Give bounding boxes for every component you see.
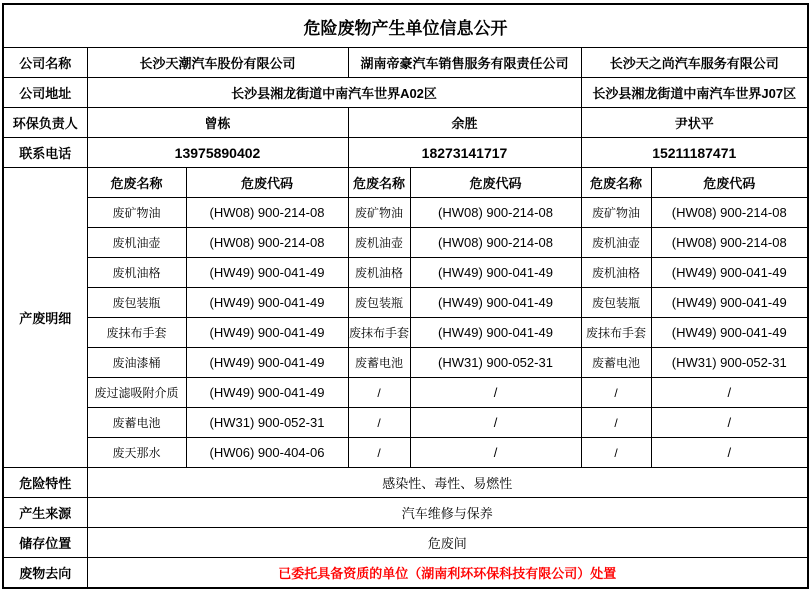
company-name: 湖南帝豪汽车销售服务有限责任公司 xyxy=(348,48,581,78)
row-label-phone: 联系电话 xyxy=(3,138,87,168)
waste-col-header: 危废名称 xyxy=(581,168,651,198)
waste-name: / xyxy=(348,378,410,408)
waste-code: (HW08) 900-214-08 xyxy=(410,228,581,258)
row-label-source: 产生来源 xyxy=(3,498,87,528)
waste-row xyxy=(3,288,808,318)
company-address: 长沙县湘龙街道中南汽车世界J07区 xyxy=(581,78,808,108)
waste-code: (HW08) 900-214-08 xyxy=(186,228,348,258)
waste-name: 废油漆桶 xyxy=(87,348,186,378)
waste-name: 废包装瓶 xyxy=(87,288,186,318)
waste-code: (HW06) 900-404-06 xyxy=(186,438,348,468)
row-label-env-officer: 环保负责人 xyxy=(3,108,87,138)
env-officer-row xyxy=(3,108,808,138)
waste-name: 废天那水 xyxy=(87,438,186,468)
waste-name: / xyxy=(348,408,410,438)
row-label-waste-details: 产废明细 xyxy=(3,168,87,468)
waste-code: (HW08) 900-214-08 xyxy=(186,198,348,228)
phone-row xyxy=(3,138,808,168)
destination-value: 已委托具备资质的单位（湖南利环环保科技有限公司）处置 xyxy=(87,558,808,589)
company-name-row xyxy=(3,48,808,78)
company-name: 长沙天之尚汽车服务有限公司 xyxy=(581,48,808,78)
waste-col-header: 危废代码 xyxy=(651,168,808,198)
waste-name: 废矿物油 xyxy=(348,198,410,228)
company-address-row xyxy=(3,78,808,108)
waste-code: (HW49) 900-041-49 xyxy=(186,348,348,378)
waste-name: 废机油格 xyxy=(87,258,186,288)
waste-row xyxy=(3,318,808,348)
waste-col-header: 危废名称 xyxy=(348,168,410,198)
waste-name: / xyxy=(581,378,651,408)
waste-code: (HW31) 900-052-31 xyxy=(410,348,581,378)
waste-code: (HW49) 900-041-49 xyxy=(186,288,348,318)
waste-name: 废蓄电池 xyxy=(348,348,410,378)
waste-name: 废过滤吸附介质 xyxy=(87,378,186,408)
waste-code: (HW49) 900-041-49 xyxy=(410,318,581,348)
waste-name: 废矿物油 xyxy=(581,198,651,228)
waste-name: 废包装瓶 xyxy=(348,288,410,318)
waste-name: / xyxy=(581,408,651,438)
waste-col-header: 危废代码 xyxy=(410,168,581,198)
env-officer-name: 曾栋 xyxy=(87,108,348,138)
waste-code: / xyxy=(410,408,581,438)
waste-name: 废蓄电池 xyxy=(581,348,651,378)
row-label-storage: 储存位置 xyxy=(3,528,87,558)
waste-row xyxy=(3,198,808,228)
waste-name: / xyxy=(581,438,651,468)
waste-name: 废抹布手套 xyxy=(87,318,186,348)
phone-number: 15211187471 xyxy=(581,138,808,168)
waste-name: 废机油格 xyxy=(348,258,410,288)
waste-row xyxy=(3,438,808,468)
waste-code: / xyxy=(651,438,808,468)
waste-code: (HW31) 900-052-31 xyxy=(651,348,808,378)
waste-code: (HW49) 900-041-49 xyxy=(651,258,808,288)
company-address: 长沙县湘龙街道中南汽车世界A02区 xyxy=(87,78,581,108)
waste-code: / xyxy=(651,378,808,408)
env-officer-name: 余胜 xyxy=(348,108,581,138)
phone-number: 18273141717 xyxy=(348,138,581,168)
storage-value: 危废间 xyxy=(87,528,808,558)
waste-row xyxy=(3,228,808,258)
waste-name: / xyxy=(348,438,410,468)
waste-name: 废抹布手套 xyxy=(348,318,410,348)
hazard-traits-value: 感染性、毒性、易燃性 xyxy=(87,468,808,498)
waste-code: (HW08) 900-214-08 xyxy=(651,198,808,228)
waste-code: / xyxy=(651,408,808,438)
waste-code: (HW49) 900-041-49 xyxy=(410,288,581,318)
waste-code: (HW49) 900-041-49 xyxy=(651,318,808,348)
row-label-destination: 废物去向 xyxy=(3,558,87,589)
waste-code: (HW08) 900-214-08 xyxy=(651,228,808,258)
destination-row xyxy=(3,558,808,589)
waste-row xyxy=(3,258,808,288)
waste-name: 废包装瓶 xyxy=(581,288,651,318)
waste-code: / xyxy=(410,378,581,408)
waste-code: (HW49) 900-041-49 xyxy=(410,258,581,288)
storage-row xyxy=(3,528,808,558)
env-officer-name: 尹状平 xyxy=(581,108,808,138)
waste-code: (HW49) 900-041-49 xyxy=(186,258,348,288)
waste-name: 废抹布手套 xyxy=(581,318,651,348)
phone-number: 13975890402 xyxy=(87,138,348,168)
source-row xyxy=(3,498,808,528)
waste-code: (HW08) 900-214-08 xyxy=(410,198,581,228)
waste-name: 废蓄电池 xyxy=(87,408,186,438)
waste-code: (HW49) 900-041-49 xyxy=(186,378,348,408)
hazard-traits-row xyxy=(3,468,808,498)
waste-name: 废矿物油 xyxy=(87,198,186,228)
waste-header-row xyxy=(3,168,808,198)
page-title: 危险废物产生单位信息公开 xyxy=(3,4,808,48)
row-label-hazard-traits: 危险特性 xyxy=(3,468,87,498)
waste-name: 废机油壶 xyxy=(581,228,651,258)
waste-row xyxy=(3,378,808,408)
hazardous-waste-disclosure-table xyxy=(2,3,809,589)
waste-code: (HW49) 900-041-49 xyxy=(186,318,348,348)
waste-code: / xyxy=(410,438,581,468)
waste-code: (HW49) 900-041-49 xyxy=(651,288,808,318)
row-label-company-address: 公司地址 xyxy=(3,78,87,108)
waste-code: (HW31) 900-052-31 xyxy=(186,408,348,438)
title-row xyxy=(3,4,808,48)
waste-name: 废机油壶 xyxy=(348,228,410,258)
waste-row xyxy=(3,348,808,378)
row-label-company-name: 公司名称 xyxy=(3,48,87,78)
waste-col-header: 危废代码 xyxy=(186,168,348,198)
waste-name: 废机油壶 xyxy=(87,228,186,258)
waste-name: 废机油格 xyxy=(581,258,651,288)
waste-row xyxy=(3,408,808,438)
company-name: 长沙天潮汽车股份有限公司 xyxy=(87,48,348,78)
source-value: 汽车维修与保养 xyxy=(87,498,808,528)
waste-col-header: 危废名称 xyxy=(87,168,186,198)
